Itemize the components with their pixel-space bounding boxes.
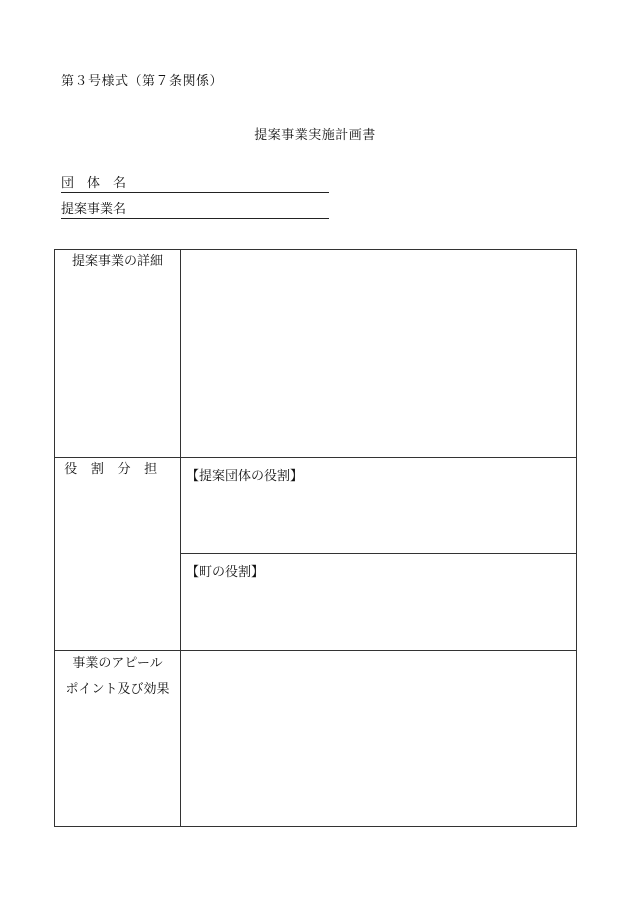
project-name-field[interactable] <box>61 200 329 219</box>
appeal-label-line1: 事業のアピール <box>72 656 163 671</box>
org-role-cell[interactable] <box>181 458 577 554</box>
appeal-cell[interactable] <box>181 651 577 827</box>
organization-name-label: 団 体 名 <box>61 176 127 191</box>
appeal-label-line2: ポイント及び効果 <box>65 682 170 697</box>
organization-name-field[interactable] <box>61 174 329 193</box>
plan-table <box>54 249 577 827</box>
project-name-label: 提案事業名 <box>61 202 127 217</box>
project-details-cell[interactable] <box>181 250 577 458</box>
document-title: 提案事業実施計画書 <box>254 128 376 143</box>
role-sharing-label-text: 役割分担 <box>64 462 171 477</box>
role-sharing-label <box>55 458 181 651</box>
project-details-label-text: 提案事業の詳細 <box>71 254 163 269</box>
form-number: 第３号様式（第７条関係） <box>61 74 224 89</box>
town-role-cell[interactable] <box>181 554 577 651</box>
org-role-heading: 【提案団体の役割】 <box>186 469 304 484</box>
appeal-label <box>55 651 181 827</box>
town-role-heading: 【町の役割】 <box>186 565 265 580</box>
project-details-label <box>55 250 181 458</box>
